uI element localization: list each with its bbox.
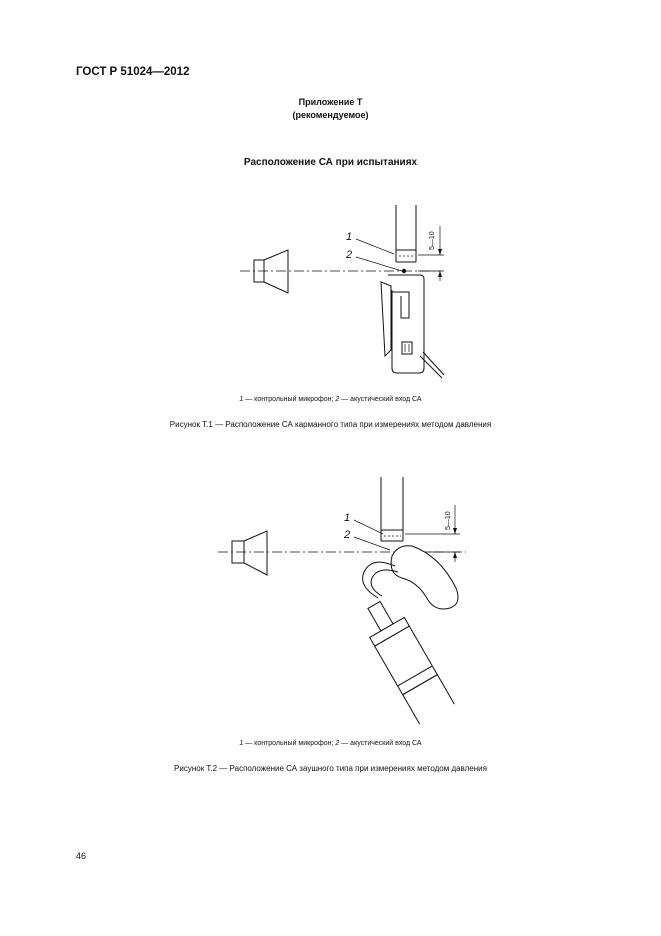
leader-line-2 bbox=[354, 537, 390, 550]
loudspeaker-shape bbox=[232, 531, 267, 575]
coupler-assembly-shape bbox=[357, 595, 455, 724]
dimension-label: 5—10 bbox=[445, 511, 452, 530]
label-1: 1 bbox=[346, 231, 353, 243]
document-header: ГОСТ Р 51024—2012 bbox=[76, 66, 190, 78]
legend-num-2: 2 bbox=[335, 396, 340, 403]
label-2: 2 bbox=[346, 249, 353, 261]
section-title: Расположение СА при испытаниях bbox=[243, 157, 418, 168]
label-1: 1 bbox=[344, 512, 351, 524]
figure-1-caption: Рисунок Т.1 — Расположение СА карманного типа при измерениях методом давления bbox=[169, 420, 492, 429]
page-number: 46 bbox=[76, 851, 87, 861]
leader-line-1 bbox=[354, 520, 383, 534]
legend-text-1: — контрольный микрофон; bbox=[243, 396, 336, 403]
figure-2-legend bbox=[0, 740, 661, 747]
dimension-label: 5—10 bbox=[429, 231, 436, 250]
legend-num-2: 2 bbox=[335, 740, 340, 747]
legend-text-2: — акустический вход СА bbox=[339, 740, 422, 747]
figure-2-caption: Рисунок Т.2 — Расположение СА заушного типа при измерениях методом давления bbox=[174, 764, 487, 773]
legend-num-1: 1 bbox=[239, 740, 244, 747]
bte-hearing-aid-shape bbox=[363, 546, 458, 609]
appendix-title: Приложение Т bbox=[298, 97, 363, 107]
label-2: 2 bbox=[344, 529, 351, 541]
legend-num-1: 1 bbox=[239, 396, 244, 403]
appendix-status: (рекомендуемое) bbox=[292, 110, 369, 120]
legend-text-2: — акустический вход СА bbox=[339, 396, 422, 403]
legend-text-1: — контрольный микрофон; bbox=[243, 740, 336, 747]
control-microphone-shape bbox=[381, 477, 403, 541]
